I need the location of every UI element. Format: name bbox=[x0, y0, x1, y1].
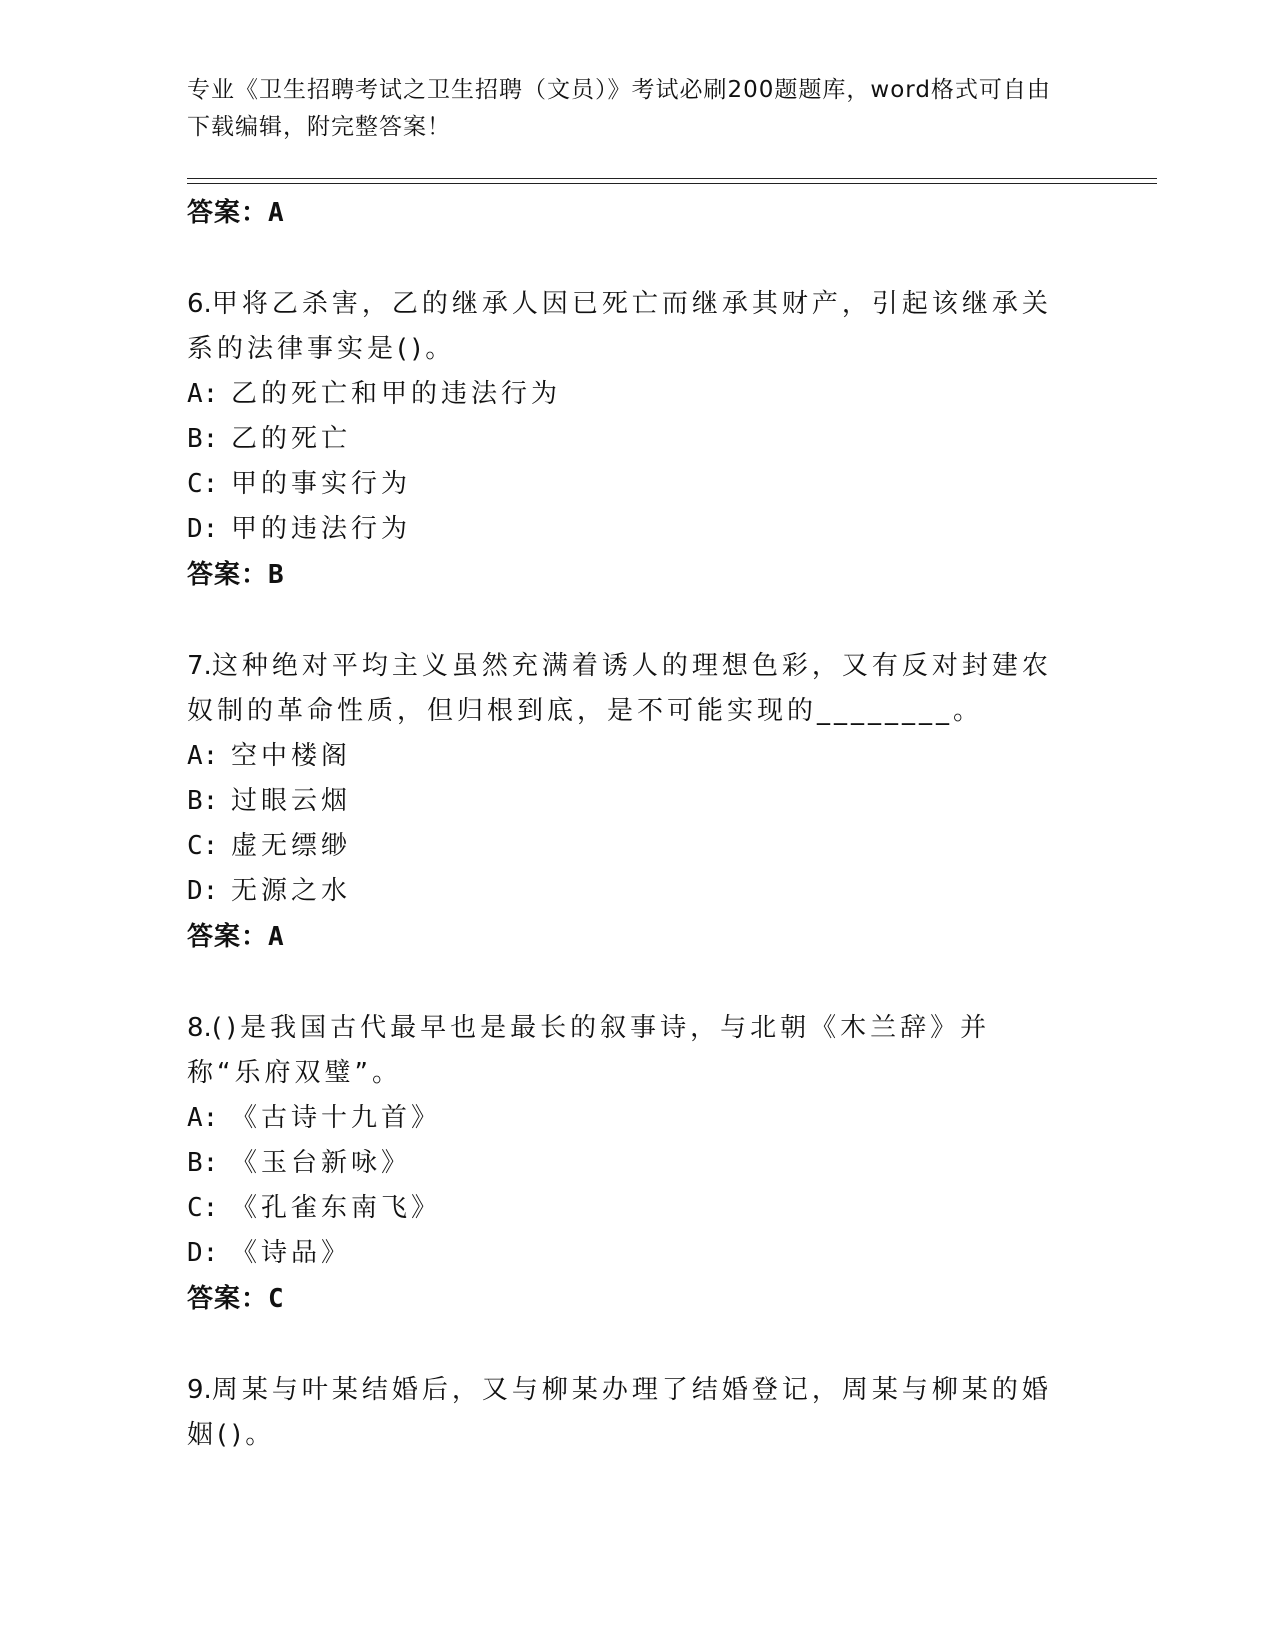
answer-value: A bbox=[268, 198, 285, 228]
option-item bbox=[187, 824, 1067, 869]
option-text: 《诗品》 bbox=[231, 1238, 352, 1268]
answer-line bbox=[187, 1276, 1067, 1322]
option-label: D: bbox=[187, 514, 219, 544]
question-gap bbox=[187, 236, 1067, 282]
option-item bbox=[187, 417, 1067, 462]
option-text: 甲的违法行为 bbox=[231, 514, 412, 544]
question-text bbox=[187, 1368, 1067, 1458]
option-label: B: bbox=[187, 424, 219, 454]
option-text: 《玉台新咏》 bbox=[231, 1148, 412, 1178]
answer-value: C bbox=[268, 1284, 285, 1314]
question-number: 9. bbox=[187, 1375, 212, 1405]
option-text: 空中楼阁 bbox=[231, 741, 352, 771]
option-label: D: bbox=[187, 876, 219, 906]
option-text: 过眼云烟 bbox=[231, 786, 352, 816]
option-item bbox=[187, 779, 1067, 824]
answer-label: 答案： bbox=[187, 198, 269, 228]
option-text: 乙的死亡 bbox=[231, 424, 352, 454]
option-label: C: bbox=[187, 1193, 219, 1223]
question-body: 这种绝对平均主义虽然充满着诱人的理想色彩，又有反对封建农奴制的革命性质，但归根到底，是不可能实现的________。 bbox=[187, 651, 1052, 726]
option-label: C: bbox=[187, 469, 219, 499]
option-item bbox=[187, 507, 1067, 552]
question-gap bbox=[187, 960, 1067, 1006]
option-text: 《孔雀东南飞》 bbox=[231, 1193, 442, 1223]
answer-line bbox=[187, 914, 1067, 960]
answer-line bbox=[187, 190, 1067, 236]
document-header: 专业《卫生招聘考试之卫生招聘（文员）》考试必刷200题题库，word格式可自由下载编辑，附完整答案！ bbox=[187, 77, 1051, 140]
option-text: 《古诗十九首》 bbox=[231, 1103, 442, 1133]
option-text: 甲的事实行为 bbox=[231, 469, 412, 499]
header-divider-bottom bbox=[187, 183, 1157, 184]
answer-value: A bbox=[268, 922, 285, 952]
option-label: A: bbox=[187, 1103, 219, 1133]
option-text: 无源之水 bbox=[231, 876, 352, 906]
option-label: D: bbox=[187, 1238, 219, 1268]
option-item bbox=[187, 1096, 1067, 1141]
option-label: B: bbox=[187, 786, 219, 816]
option-item bbox=[187, 1141, 1067, 1186]
question-body: ()是我国古代最早也是最长的叙事诗，与北朝《木兰辞》并称“乐府双璧”。 bbox=[187, 1013, 991, 1088]
answer-label: 答案： bbox=[187, 922, 269, 952]
option-label: C: bbox=[187, 831, 219, 861]
option-item bbox=[187, 1231, 1067, 1276]
option-item bbox=[187, 1186, 1067, 1231]
option-item bbox=[187, 734, 1067, 779]
option-text: 乙的死亡和甲的违法行为 bbox=[231, 379, 562, 409]
question-body: 甲将乙杀害，乙的继承人因已死亡而继承其财产，引起该继承关系的法律事实是()。 bbox=[187, 289, 1052, 364]
answer-value: B bbox=[268, 560, 285, 590]
header-divider-top bbox=[187, 178, 1157, 179]
option-label: A: bbox=[187, 741, 219, 771]
question-number: 6. bbox=[187, 289, 212, 319]
answer-label: 答案： bbox=[187, 560, 269, 590]
answer-line bbox=[187, 552, 1067, 598]
question-gap bbox=[187, 598, 1067, 644]
option-label: A: bbox=[187, 379, 219, 409]
option-item bbox=[187, 372, 1067, 417]
question-number: 8. bbox=[187, 1013, 212, 1043]
question-text bbox=[187, 1006, 1067, 1096]
question-text bbox=[187, 282, 1067, 372]
option-item bbox=[187, 869, 1067, 914]
question-list bbox=[187, 190, 1067, 1458]
option-text: 虚无缥缈 bbox=[231, 831, 352, 861]
option-item bbox=[187, 462, 1067, 507]
question-gap bbox=[187, 1322, 1067, 1368]
option-label: B: bbox=[187, 1148, 219, 1178]
question-body: 周某与叶某结婚后，又与柳某办理了结婚登记，周某与柳某的婚姻()。 bbox=[187, 1375, 1052, 1450]
question-number: 7. bbox=[187, 651, 212, 681]
answer-label: 答案： bbox=[187, 1284, 269, 1314]
question-text bbox=[187, 644, 1067, 734]
